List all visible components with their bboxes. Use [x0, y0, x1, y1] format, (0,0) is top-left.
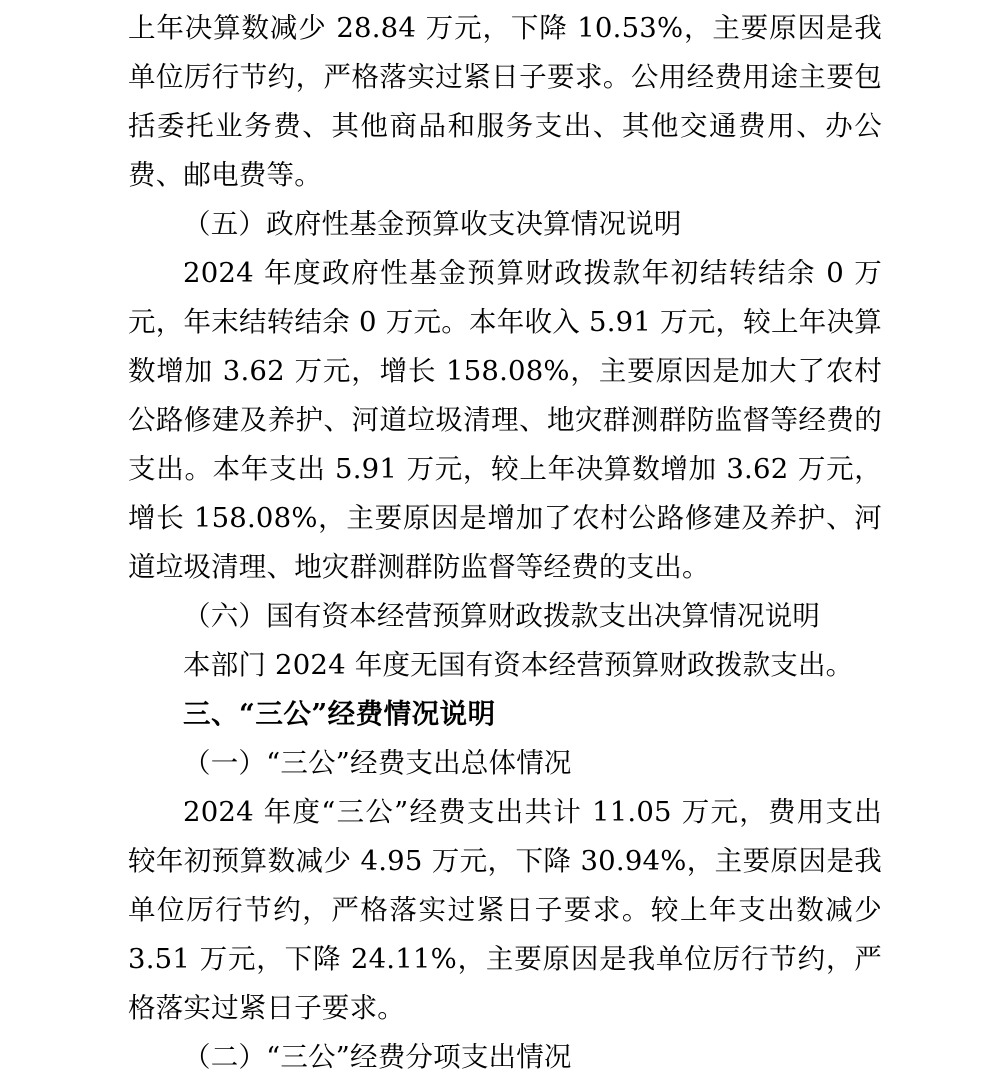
paragraph-public-funds-continuation: 上年决算数减少 28.84 万元，下降 10.53%，主要原因是我单位厉行节约，严格落实过紧日子要求。公用经费用途主要包括委托业务费、其他商品和服务支出、其他交通费用、办公费、邮电费等。 [128, 12, 882, 191]
paragraph-state-capital-budget: 本部门 2024 年度无国有资本经营预算财政拨款支出。 [183, 649, 854, 681]
heading-three-public-overall: （一）“三公”经费支出总体情况 [183, 747, 572, 779]
paragraph-three-public-overall: 2024 年度“三公”经费支出共计 11.05 万元，费用支出较年初预算数减少 4.95 万元，下降 30.94%，主要原因是我单位厉行节约，严格落实过紧日子要求。较上年支出数减少 3.51 万元，下降 24.11%，主要原因是我单位厉行节约，严格落实过紧日子要求。 [128, 796, 882, 1024]
heading-section-five: （五）政府性基金预算收支决算情况说明 [183, 208, 682, 240]
heading-section-six: （六）国有资本经营预算财政拨款支出决算情况说明 [183, 600, 821, 632]
heading-section-three: 三、“三公”经费情况说明 [183, 698, 496, 730]
document-body [128, 0, 882, 1082]
heading-three-public-itemized: （二）“三公”经费分项支出情况 [183, 1041, 572, 1073]
paragraph-government-fund-budget: 2024 年度政府性基金预算财政拨款年初结转结余 0 万元，年末结转结余 0 万元。本年收入 5.91 万元，较上年决算数增加 3.62 万元，增长 158.08%，主要原因是加大了农村公路修建及养护、河道垃圾清理、地灾群测群防监督等经费的支出。本年支出 5.91 万元，较上年决算数增加 3.62 万元，增长 158.08%，主要原因是增加了农村公路修建及养护、河道垃圾清理、地灾群测群防监督等经费的支出。 [128, 257, 882, 583]
